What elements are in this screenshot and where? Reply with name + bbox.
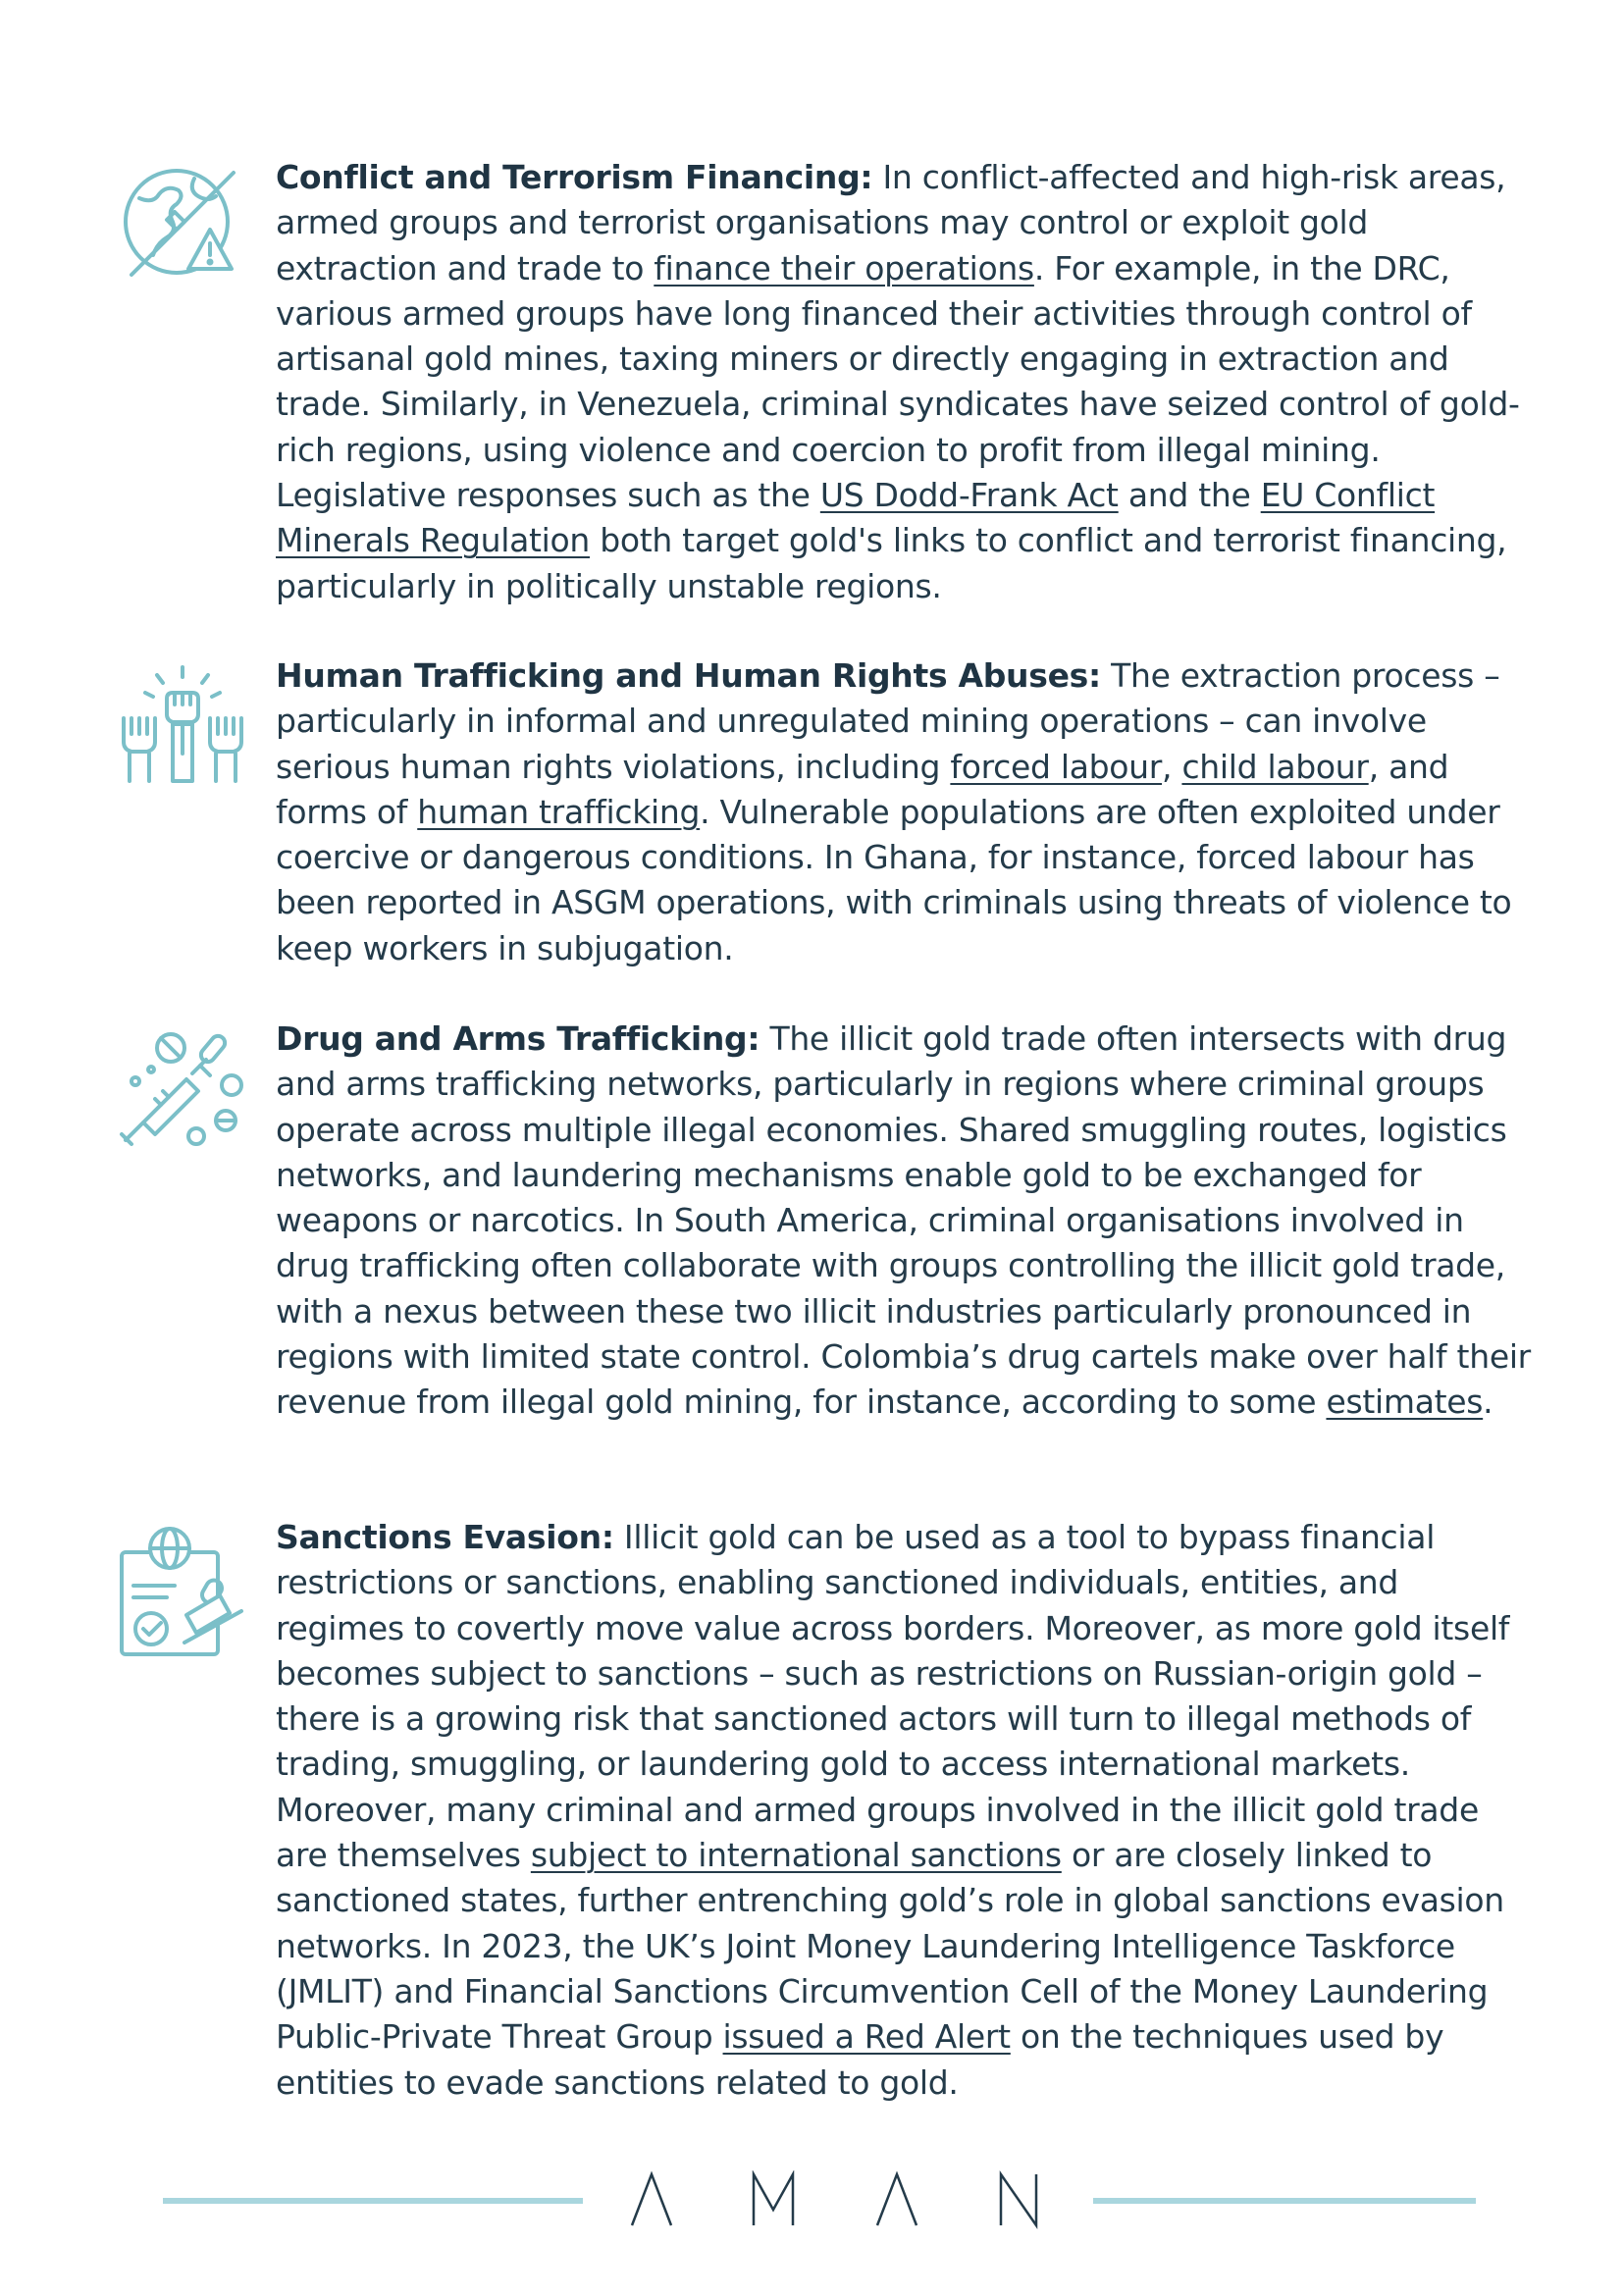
inline-link[interactable]: EU Conflict Minerals Regulation (276, 476, 1436, 560)
inline-link[interactable]: human trafficking (417, 792, 701, 831)
raised-fists-icon (116, 663, 247, 795)
section-drug-arms-trafficking (276, 1017, 1532, 1426)
body-text: on the techniques used by entities to evade sanctions related to gold. (276, 2017, 1444, 2102)
body-text: The extraction process – particularly in informal and unregulated mining operations – can involve serious human rights violations, including (276, 656, 1500, 786)
body-text: and the (1118, 476, 1261, 515)
section-title: Drug and Arms Trafficking: (276, 1019, 760, 1058)
body-text: or are closely linked to sanctioned states, further entrenching gold’s role in global sanctions evasion networks. In 2023, the UK’s Joint Money Laundering Intelligence Taskforce (JMLIT) and Financial Sanctions Circumvention Cell of the Money Laundering Public-Private Threat Group (276, 1836, 1504, 2057)
globe-document-stamp-icon (116, 1527, 247, 1658)
body-text: both target gold's links to conflict and terrorist financing, particularly in politically unstable regions. (276, 521, 1507, 605)
inline-link[interactable]: child labour (1181, 747, 1369, 786)
footer-divider-left (163, 2198, 583, 2204)
section-title: Human Trafficking and Human Rights Abuses: (276, 656, 1101, 695)
section-title: Sanctions Evasion: (276, 1518, 614, 1556)
syringe-pills-icon (116, 1026, 247, 1158)
section-conflict-terrorism-financing (276, 155, 1532, 609)
section-title: Conflict and Terrorism Financing: (276, 158, 873, 196)
globe-warning-icon (116, 159, 247, 290)
inline-link[interactable]: issued a Red Alert (722, 2017, 1011, 2057)
body-text: In conflict-affected and high-risk areas, armed groups and terrorist organisations may control or exploit gold extraction and trade to (276, 158, 1506, 287)
inline-link[interactable]: US Dodd-Frank Act (819, 476, 1119, 515)
inline-link[interactable]: subject to international sanctions (530, 1836, 1062, 1875)
body-text: . (1483, 1383, 1493, 1422)
inline-link[interactable]: forced labour (950, 747, 1163, 786)
body-text: Illicit gold can be used as a tool to bypass financial restrictions or sanctions, enabling sanctioned individuals, entities, and regimes to covertly move value across borders. Moreover, as more gold itself becomes subject to sanctions – such as restrictions on Russian-origin gold – there is a growing risk that sanctioned actors will turn to illegal methods of trading, smuggling, or laundering gold to access international markets. Moreover, many criminal and armed groups involved in the illicit gold trade are themselves (276, 1518, 1510, 1875)
footer-divider-right (1093, 2198, 1476, 2204)
aman-logo (628, 2170, 1040, 2229)
body-text: , and forms of (276, 747, 1449, 831)
section-human-trafficking (276, 653, 1532, 971)
body-text: , (1162, 747, 1182, 786)
section-sanctions-evasion (276, 1515, 1532, 2106)
inline-link[interactable]: estimates (1326, 1383, 1484, 1422)
inline-link[interactable]: finance their operations (654, 248, 1034, 287)
body-text: . For example, in the DRC, various armed groups have long financed their activities through control of artisanal gold mines, taxing miners or directly engaging in extraction and trade. Similarly, in Venezuela, criminal syndicates have seized control of gold-rich regions, using violence and coercion to profit from illegal mining. Legislative responses such as the (276, 248, 1520, 515)
body-text: . Vulnerable populations are often exploited under coercive or dangerous conditions. In Ghana, for instance, forced labour has been reported in ASGM operations, with criminals using threats of violence to keep workers in subjugation. (276, 792, 1512, 967)
body-text: The illicit gold trade often intersects with drug and arms trafficking networks, particularly in regions where criminal groups operate across multiple illegal economies. Shared smuggling routes, logistics networks, and laundering mechanisms enable gold to be exchanged for weapons or narcotics. In South America, criminal organisations involved in drug trafficking often collaborate with groups controlling the illicit gold trade, with a nexus between these two illicit industries particularly pronounced in regions with limited state control. Colombia’s drug cartels make over half their revenue from illegal gold mining, for instance, according to some (276, 1019, 1531, 1422)
